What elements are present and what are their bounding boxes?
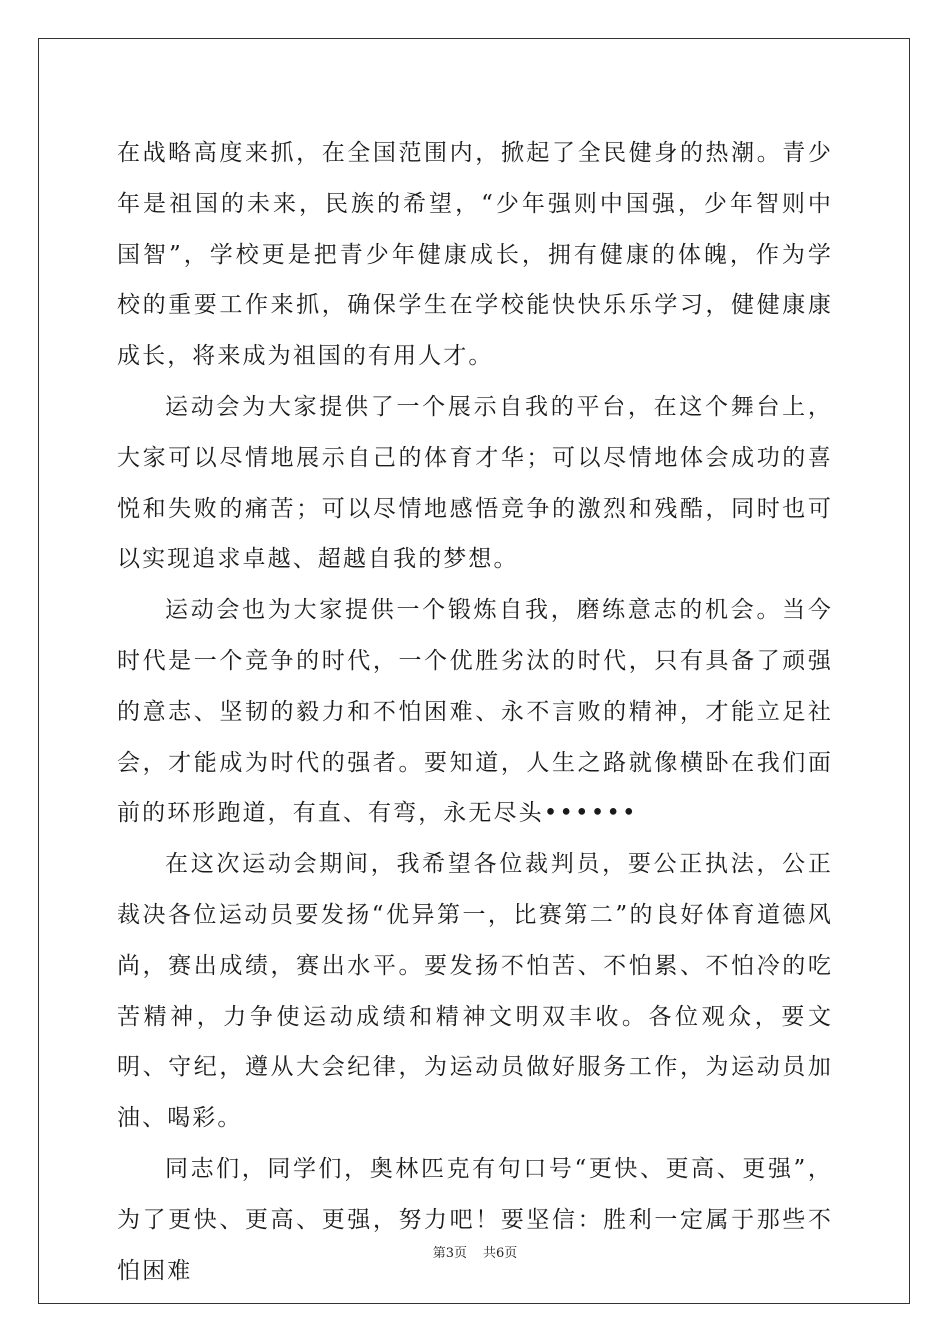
- page-total: 共6页: [483, 1246, 518, 1261]
- document-body: [117, 128, 833, 1296]
- page-footer: [0, 1246, 950, 1262]
- paragraph-referees-athletes: 在这次运动会期间，我希望各位裁判员，要公正执法，公正裁决各位运动员要发扬“优异第一，比赛第二”的良好体育道德风尚，赛出成绩，赛出水平。要发扬不怕苦、不怕累、不怕冷的吃苦精神，力争使运动成绩和精神文明双丰收。各位观众，要文明、守纪，遵从大会纪律，为运动员做好服务工作，为运动员加油、喝彩。: [117, 851, 833, 1132]
- paragraph-continued: 在战略高度来抓，在全国范围内，掀起了全民健身的热潮。青少年是祖国的未来，民族的希望，“少年强则中国强，少年智则中国智”，学校更是把青少年健康成长，拥有健康的体魄，作为学校的重要工作来抓，确保学生在学校能快快乐乐学习，健健康康成长，将来成为祖国的有用人才。: [117, 140, 833, 370]
- paragraph-tempering-will: 运动会也为大家提供一个锻炼自我，磨练意志的机会。当今时代是一个竞争的时代，一个优胜劣汰的时代，只有具备了顽强的意志、坚韧的毅力和不怕困难、永不言败的精神，才能立足社会，才能成为时代的强者。要知道，人生之路就像横卧在我们面前的环形跑道，有直、有弯，永无尽头••••••: [117, 597, 833, 827]
- paragraph-sports-platform: 运动会为大家提供了一个展示自我的平台，在这个舞台上，大家可以尽情地展示自己的体育才华；可以尽情地体会成功的喜悦和失败的痛苦；可以尽情地感悟竞争的激烈和残酷，同时也可以实现追求卓越、超越自我的梦想。: [117, 393, 833, 573]
- page-number: 第3页: [432, 1246, 467, 1261]
- paragraph-olympic-motto: 同志们，同学们，奥林匹克有句口号“更快、更高、更强”，为了更快、更高、更强，努力吧！要坚信：胜利一定属于那些不怕困难: [117, 1155, 833, 1284]
